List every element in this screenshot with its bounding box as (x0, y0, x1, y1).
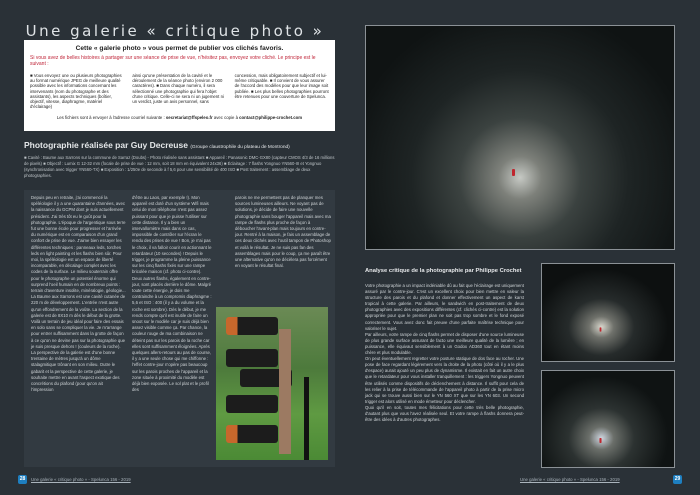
cave-photo-exposure-1 (541, 263, 675, 362)
info-col-2: ainsi qu'une présentation de la cavité et le déroulement de la séance photo (environ 2 000 caractères). ■ Dans chaque numéro, il sera sélectionné une photographie qui fera l'objet d'une critique. Celle-ci ne sera ni un jugement ni un verdict, juste un avis personnel, sans (132, 73, 224, 105)
analysis-paragraph: Par ailleurs, votre rampe de cinq flashs permet de disposer d'une source lumineuse de plus grande surface assurant de facto une meilleure qualité de la lumière ; en puissance, elle équivaut sensiblement à un Godox AD360 tout en étant moins chère et plus modulable. (365, 331, 524, 356)
photo-specs: ■ Cavité : Baume aux Sarrons sur la commune de Sarraz (Doubs) - Photo réalisée sans assistant ■ Appareil : Panasonic DMC-GX80 (capteur CMOS 4/3 de 16 millions de pixels) ■ Objectif : Lumix G 12-32 mm (focale de prise de vue : 12 mm, soit 18 mm en équivalent 24x36) ■ Éclairage : 7 flashs Yongnuo YN560-III et Yongnuo (synchronisation avec trigger YN560-TX) ■ Exposition : 1/250e de seconde à f 5,6 pour une sensibilité de 400 ISO ■ Post traitement : assemblage de deux photographies. (24, 155, 335, 178)
story-col-2: d'être au Laos, par exemple !). Mon appareil est doté d'un système Wifi mais celui de mon téléphone n'est pas assez puissant pour que je puisse l'utiliser sur cette distance. Il y a bien un intervallomètre mais dans ce cas, impossible de contrôler sur l'écran le rendu des prises de vue ! Bon, je n'ai pas le choix, il va falloir courir en actionnant le retardateur (10 secondes) ! Depuis le trigger, je programme la pleine puissance sur les cinq flashs fixés sur une rampe bricolée maison (cf. photo ci-contre). Deux autres flashs, également en contre-jour, sont placés derrière le dôme. Malgré toute cette énergie, je dois me contraindre à un compromis diaphragme : 5,6 et ISO : 400 (il y a du volume et la roche est sombre). Dès le début, je me rends compte qu'il est inutile de faire un snoot sur le modèle car je suis déjà bien assez visible comme ça. Par chance, la couleur rouge de ma combinaison ne déteint pas sur les parois de la roche car elles sont suffisamment éloignées. Après quelques allers-retours au pas de course, il y a une seule chose qui me chiffonne : l'effet contre-jour n'opère pas beaucoup sur les parois proches de l'appareil et la zone située à proximité du modèle est déjà bien exposée. Le sol plat et le profil des (132, 195, 212, 393)
gallery-title: Une galerie « critique photo » (25, 22, 325, 40)
analysis-paragraph: Votre photographie a un impact indéniable dû au fait que l'éclairage est uniquement assuré par le contre-jour. C'est un excellent choix pour bien mettre en valeur la structure des parois et du plafond et donner effectivement un aspect de karst tropical à cette galerie. Par ailleurs, le sandwich en post-traitement de deux photographies avec des expositions différentes (cf. clichés ci-contre) est la solution appropriée pour que le premier plan ne soit pas trop sombre et le fond exposé correctement. Vous avez donc fait preuve d'une parfaite maîtrise technique pour valoriser le sujet. (365, 283, 524, 331)
analysis-heading: Analyse critique de la photographie par Philippe Crochet (365, 268, 522, 274)
info-col-1: ■ Vous envoyez une ou plusieurs photographies au format numérique JPEG de meilleure qualité possible avec les informations concernant les intervenants (nom du photographe et des assistants), les aspects techniques (boîtier, objectif, vitesse, diaphragme, matériel d'éclairage) (30, 73, 122, 110)
email-link-2[interactable]: contact@philippe-crochet.com (239, 115, 303, 121)
story-col-1: Depuis peu en retraite, j'ai commencé la spéléologie il y a une quarantaine d'années, avec la naissance du GCPM dont je suis actuellement président. J'ai très tôt eu le goût pour la photographie. L'époque de l'argentique sous terre fut une bonne école pour progresser et l'arrivée du numérique est en comparaison d'un grand confort de prise de vue. J'aime bien essayer les différentes techniques : panneaux leds, torches leds en light painting et les flashs bien sûr. Pour moi, la spéléologie est un espace de liberté incomparable, en décalage complet avec les codes de la surface. Le milieu souterrain offre pour le photographe un potentiel énorme qui surprend l'oeil humain en de nombreux points : terrain d'aventure insolite, minéralogie, géologie... La Baume aux Sarrons est une cavité cutanée de 220 m de développement. L'entrée n'est autre qu'un effondrement de la voûte. La section de la galerie est de 8X10 m dès le début de la grotte. Voilà un terrain de jeu idéal pour faire des essais en solo sans se compliquer la vie. Je m'arrange pour entrer suffisamment dans la grotte de façon à ce qu'on ne devine pas sur la photographie que je suis presque dehors ! (couleurs de la roche). La perspective de la galerie est d'une bonne trentaine de mètres jusqu'à un dôme stalagmitique trônant en son milieu. Outre le gabarit et la perspective de cette galerie, je souhaite mettre en avant l'aspect exotique des concrétions du plafond (pour qu'on ait l'impression (31, 195, 126, 393)
footer-mid: avec copie à (213, 115, 238, 121)
info-box-footer (30, 115, 329, 120)
page-number-right: 29 (674, 476, 681, 482)
photo-heading (24, 140, 290, 150)
info-box-heading: Cette « galerie photo » vous permet de publier vos clichés favoris. (75, 45, 284, 52)
info-col-3: concession, mais obligatoirement subjectif et lui-même critiquable. ■ Il convient de vous assurer de l'accord des modèles pour que leur image soit publiée. ■ Les plus belles photographies pourront être retenues pour une couverture de Spelunca. (234, 73, 329, 99)
analysis-paragraph: Quoi qu'il en soit, toutes mes félicitations pour cette très belle photographie, d'autant plus que vous l'avez réalisée seul. Et votre rampe à flashs donnera peut-être des idées à d'autres photographes. (365, 404, 524, 423)
photo-group: (Groupe claustrophile du plateau de Montrond) (190, 145, 290, 150)
info-box (24, 40, 335, 131)
footer-prefix: Les fichiers sont à envoyer à l'adresse courriel suivante : (56, 115, 165, 121)
page-number-left: 28 (19, 476, 26, 482)
cave-main-photo (365, 25, 675, 250)
story-col-3: parois ne me permettent pas de planquer mes sources lumineuses ailleurs. Ne voyant pas de solutions, je décide de faire une nouvelle photographie sans bouger l'appareil mais avec ma rampe de flashs plus proche de façon à déboucher l'avant-plan mais toujours en contre-jour. Rentré à la maison, je fais un assemblage de ces deux clichés avec l'outil tampon de Photoshop et voilà le résultat. Je ne suis pas fan des assemblages mais pour le coup, ça me paraît être une alternative qu'on ne décèlera pas forcément en voyant le résultat final. (235, 195, 331, 269)
email-link-1[interactable]: secretariat@ffspeleo.fr (165, 115, 213, 121)
analysis-text (365, 283, 524, 423)
photo-heading-text: Photographie réalisée par Guy Decreuse (24, 140, 188, 150)
flash-ramp-photo (216, 307, 328, 460)
footer-left[interactable]: Une galerie « critique photo » - Spelunca 156 - 2019 (31, 477, 131, 482)
cave-photo-exposure-2 (541, 370, 675, 468)
footer-right[interactable]: Une galerie « critique photo » - Spelunca 156 - 2019 (520, 477, 620, 482)
info-box-intro: Si vous avez de belles histoires à partager sur une séance de prise de vue, n'hésitez pas, envoyez votre cliché. Le principe est le suivant : (30, 55, 316, 67)
analysis-paragraph: On peut éventuellement regretter votre posture statique de dos face au rocher. Une pose de face regardant légèrement vers la droite de la photo (côté où il y a le plus d'espace) aurait ajouté un peu plus de dynamisme. Il existait en fait un autre choix que le retardateur pour vous installer tranquillement : les triggers Yongnuo peuvent être utilisés comme dispositifs de déclenchement à distance. Il suffit pour cela de les relier à la prise de télécommande de l'appareil photo à partir de la prise micro jack qui se trouve aussi bien sur le YN 560 XT que sur les YN 603. Un second trigger est alors utilisé en mode émetteur pour déclencher. (365, 356, 524, 404)
